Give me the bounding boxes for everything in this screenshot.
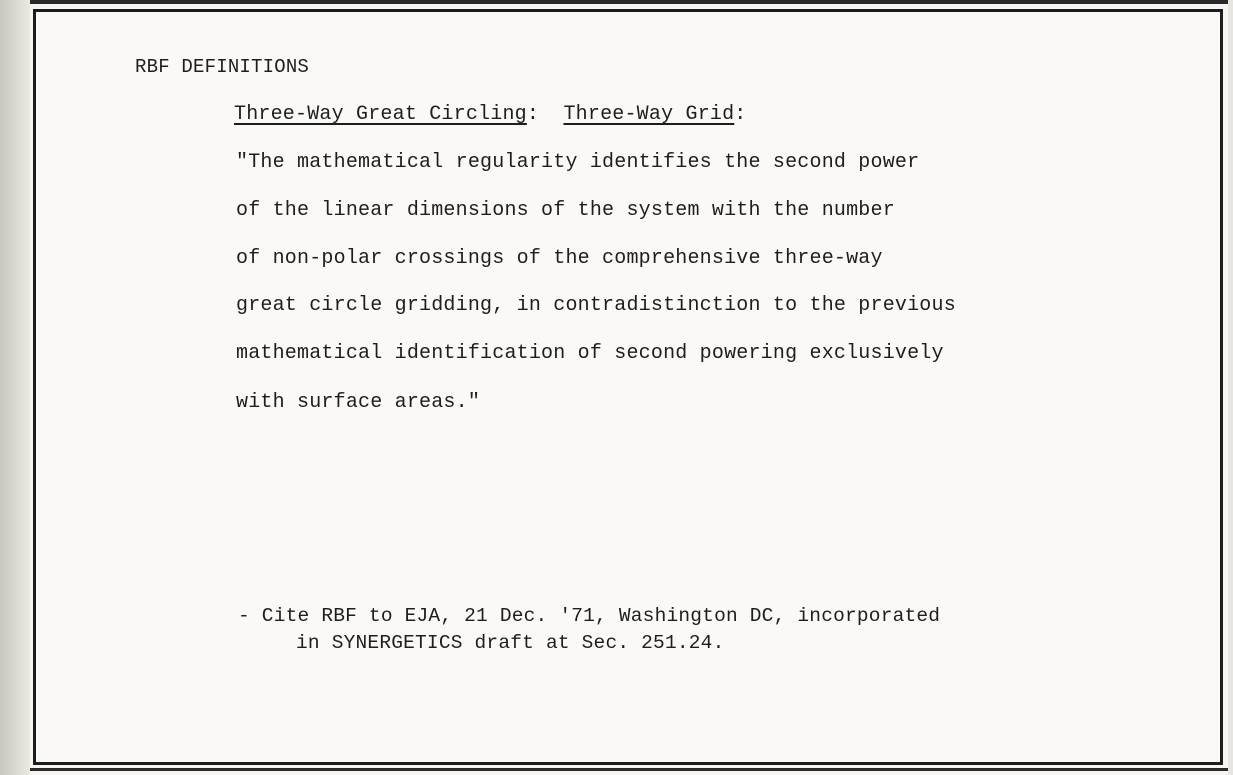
page-edge-shadow [0, 0, 30, 775]
definition-terms [234, 103, 747, 126]
bottom-rule [30, 768, 1233, 771]
citation-line-1: - Cite RBF to EJA, 21 Dec. '71, Washington DC, incorporated [238, 605, 941, 627]
quote-line: "The mathematical regularity identifies the second power [236, 151, 920, 174]
quote-line: with surface areas." [236, 391, 481, 414]
term-trailing-colon: : [734, 103, 747, 126]
term-three-way-grid: Three-Way Grid [563, 103, 735, 126]
quote-line: of non-polar crossings of the comprehensive three-way [236, 247, 883, 270]
citation-line-2: in SYNERGETICS draft at Sec. 251.24. [296, 632, 725, 654]
top-rule [30, 0, 1233, 4]
page-title: RBF DEFINITIONS [135, 56, 310, 78]
quote-line: mathematical identification of second powering exclusively [236, 342, 944, 365]
quote-line: of the linear dimensions of the system with the number [236, 199, 895, 222]
right-edge [1228, 0, 1233, 775]
quote-line: great circle gridding, in contradistinction to the previous [236, 294, 956, 317]
term-three-way-great-circling: Three-Way Great Circling [234, 103, 527, 126]
term-separator: : [526, 103, 564, 126]
